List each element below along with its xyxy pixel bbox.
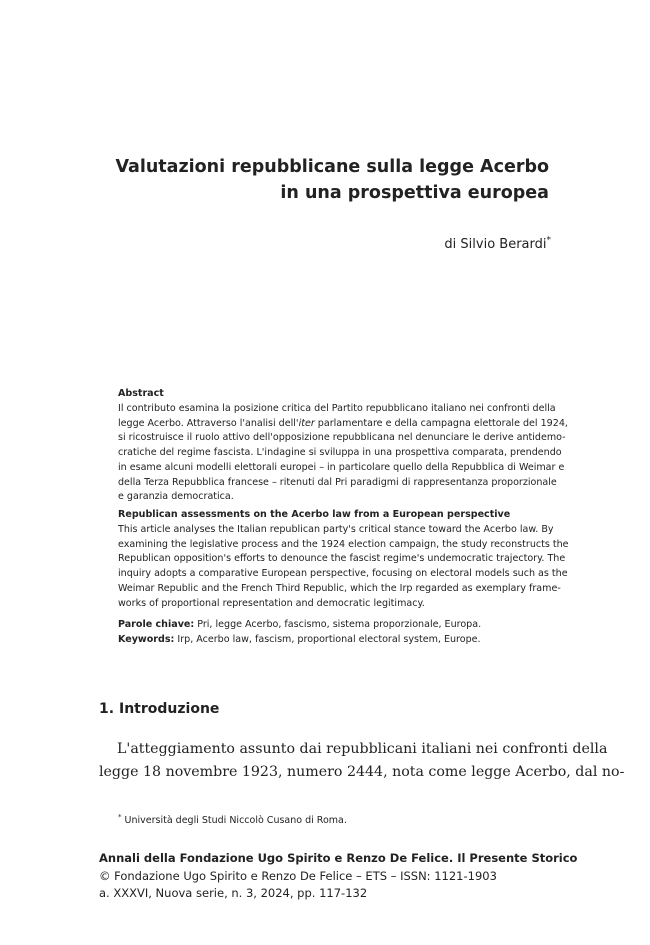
keywords-english: [118, 633, 551, 648]
journal-issue: a. XXXVI, Nuova serie, n. 3, 2024, pp. 117-132: [99, 886, 368, 900]
article-title-line-2: in una prospettiva europea: [280, 183, 549, 203]
abstract-heading: Abstract: [118, 388, 164, 399]
abstract-en-line: examining the legislative process and the 1924 election campaign, the study reconstructs the: [118, 538, 569, 550]
keywords-en-value: Irp, Acerbo law, fascism, proportional electoral system, Europe.: [174, 633, 481, 645]
keywords-italian: [118, 618, 551, 633]
abstract-it-line-2-rest: parlamentare e della campagna elettorale del 1924,: [314, 417, 568, 429]
abstract-italian: [118, 387, 568, 505]
keywords-block: [118, 618, 551, 648]
abstract-it-line: Il contributo esamina la posizione critica del Partito repubblicano italiano nei confronti della: [118, 402, 556, 414]
keywords-it-value: Pri, legge Acerbo, fascismo, sistema proporzionale, Europa.: [194, 619, 482, 630]
author-name: di Silvio Berardi: [444, 237, 547, 252]
abstract-en-heading: Republican assessments on the Acerbo law from a European perspective: [118, 509, 511, 520]
abstract-en-line: inquiry adopts a comparative European perspective, focusing on electoral models such as the: [118, 568, 568, 579]
body-line: L'atteggiamento assunto dai repubblicani italiani nei confronti della: [117, 741, 608, 757]
abstract-it-italic-term: iter: [298, 417, 315, 429]
journal-publisher: © Fondazione Ugo Spirito e Renzo De Felice – ETS – ISSN: 1121-1903: [99, 868, 497, 883]
keywords-en-label: Keywords:: [118, 633, 175, 645]
section-number: 1.: [99, 701, 115, 717]
abstract-en-line: Republican opposition's efforts to denounce the fascist regime's undemocratic trajectory. The: [118, 553, 566, 565]
abstract-en-line: Weimar Republic and the French Third Republic, which the Irp regarded as exemplary frame-: [118, 582, 561, 594]
abstract-it-line: in esame alcuni modelli elettorali europei – in particolare quello della Repubblica di Weimar e: [118, 461, 565, 473]
article-author: [444, 237, 551, 252]
footnote-mark: *: [118, 813, 122, 821]
abstract-it-line: si ricostruisce il ruolo attivo dell'opposizione repubblicana nel denunciare le derive antidemo-: [118, 432, 566, 444]
article-title-line-1: Valutazioni repubblicane sulla legge Acerbo: [115, 157, 549, 177]
abstract-it-line-2-start: legge Acerbo. Attraverso l'analisi dell': [118, 417, 299, 429]
abstract-en-line: This article analyses the Italian republican party's critical stance toward the Acerbo law. By: [118, 523, 554, 535]
section-body: [99, 738, 625, 784]
footnote: [118, 813, 347, 826]
footnote-text: Università degli Studi Niccolò Cusano di Roma.: [121, 815, 347, 827]
author-footnote-mark: *: [546, 235, 551, 246]
abstract-it-line: cratiche del regime fascista. L'indagine si sviluppa in una prospettiva comparata, prendendo: [118, 447, 562, 458]
section-title: Introduzione: [119, 701, 220, 717]
journal-info: [99, 850, 577, 903]
abstract-it-line: e garanzia democratica.: [118, 491, 234, 503]
abstract-en-line: works of proportional representation and democratic legitimacy.: [118, 597, 425, 609]
abstract-english: [118, 508, 569, 611]
article-title: [89, 154, 549, 206]
abstract-it-line: della Terza Repubblica francese – ritenuti dal Pri paradigmi di rappresentanza proporzionale: [118, 476, 557, 488]
section-heading: [99, 701, 219, 717]
keywords-it-label: Parole chiave:: [118, 619, 195, 630]
body-line: legge 18 novembre 1923, numero 2444, nota come legge Acerbo, dal no-: [99, 764, 625, 780]
abstract-it-line: [118, 417, 568, 432]
journal-name: Annali della Fondazione Ugo Spirito e Renzo De Felice. Il Presente Storico: [99, 851, 578, 865]
